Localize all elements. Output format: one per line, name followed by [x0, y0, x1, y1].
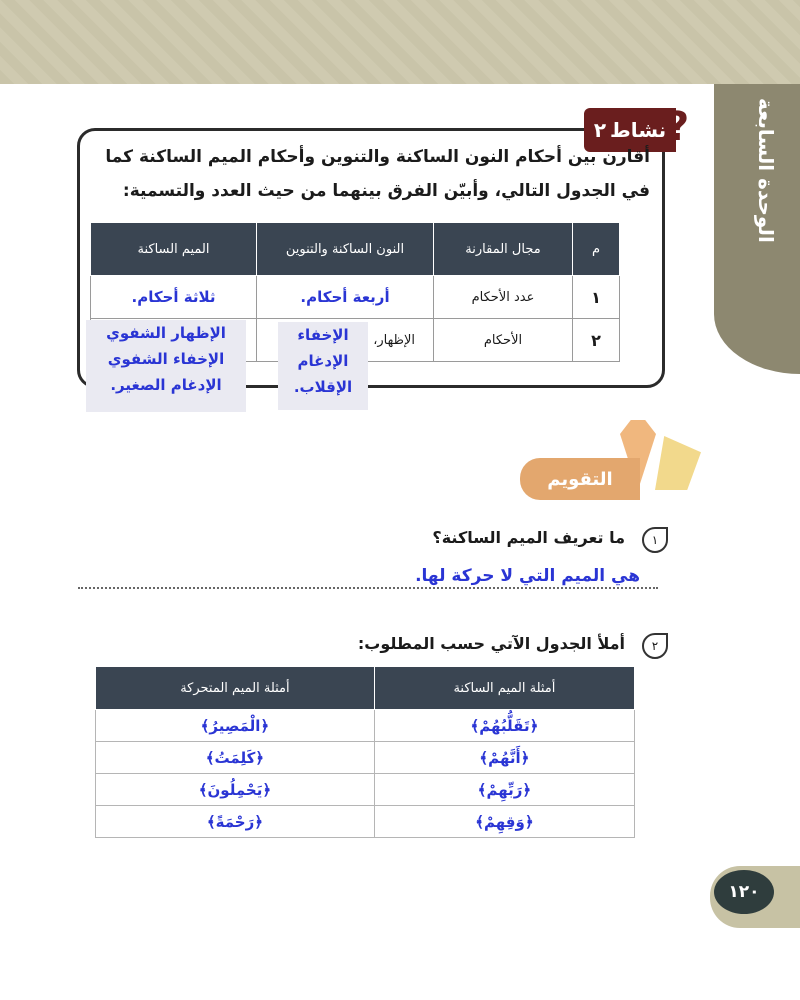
cell-sakin: ﴿أَنَّهُمْ﴾ — [374, 742, 634, 774]
header-field: مجال المقارنة — [434, 223, 573, 276]
answer-line — [78, 587, 658, 589]
nun-answer-overlay — [278, 322, 368, 410]
overlay-line: الإدغام — [297, 352, 349, 370]
table-row — [96, 806, 635, 838]
cell-sakin: ﴿تَقَلُّبُهُمْ﴾ — [374, 710, 634, 742]
overlay-line: الإظهار الشفوي — [106, 324, 226, 342]
header-sakin: أمثلة الميم الساكنة — [374, 667, 634, 710]
question-text: أملأ الجدول الآتي حسب المطلوب: — [357, 634, 625, 653]
header-mim: الميم الساكنة — [91, 223, 257, 276]
cell-sakin: ﴿وَقِهِمْ﴾ — [374, 806, 634, 838]
overlay-line: الإدغام الصغير. — [110, 376, 222, 394]
table-row — [91, 276, 620, 319]
cell-mutaharrik: ﴿رَحْمَةً﴾ — [96, 806, 375, 838]
question-number-badge: ٢ — [642, 633, 668, 659]
question-mark-icon: ? — [666, 104, 690, 150]
page-number: ١٢٠ — [714, 870, 774, 914]
mim-answer-overlay — [86, 320, 246, 412]
row-num: ١ — [573, 276, 620, 319]
cell-mutaharrik: ﴿كَلِمَتُ﴾ — [96, 742, 375, 774]
answer-text: هي الميم التي لا حركة لها. — [415, 566, 640, 586]
prompt-line: في الجدول التالي، وأبيّن الفرق بينهما من حيث العدد والتسمية: — [122, 181, 650, 201]
prompt-line: أقارن بين أحكام النون الساكنة والتنوين وأحكام الميم الساكنة كما — [105, 147, 650, 167]
header-band — [0, 0, 800, 84]
header-num: م — [573, 223, 620, 276]
overlay-line: الإقلاب. — [293, 378, 353, 396]
examples-table — [95, 666, 635, 838]
question-text: ما تعريف الميم الساكنة؟ — [432, 528, 625, 547]
question-number-badge: ١ — [642, 527, 668, 553]
row-nun: أربعة أحكام. — [257, 276, 434, 319]
activity-tag-label: نشاط — [610, 118, 667, 142]
row-field: عدد الأحكام — [434, 276, 573, 319]
table-row — [96, 774, 635, 806]
activity-tag-number: ٢ — [593, 118, 607, 142]
cell-mutaharrik: ﴿الْمَصِيرُ﴾ — [96, 710, 375, 742]
row-num: ٢ — [573, 319, 620, 362]
overlay-line: الإخفاء الشفوي — [107, 350, 225, 368]
row-field: الأحكام — [434, 319, 573, 362]
cell-sakin: ﴿رَبِّهِمْ﴾ — [374, 774, 634, 806]
row-mim: ثلاثة أحكام. — [91, 276, 257, 319]
book-icon — [655, 436, 701, 490]
table-row — [96, 710, 635, 742]
row-nun: الإظهار، — [257, 319, 434, 362]
unit-title: الوحدة السابعة — [754, 97, 778, 243]
table-row — [96, 742, 635, 774]
cell-mutaharrik: ﴿يَحْمِلُونَ﴾ — [96, 774, 375, 806]
overlay-line: الإخفاء — [297, 326, 349, 344]
evaluation-banner: التقويم — [520, 458, 640, 500]
header-nun: النون الساكنة والتنوين — [257, 223, 434, 276]
header-mutaharrik: أمثلة الميم المتحركة — [96, 667, 375, 710]
activity-prompt — [90, 140, 650, 208]
